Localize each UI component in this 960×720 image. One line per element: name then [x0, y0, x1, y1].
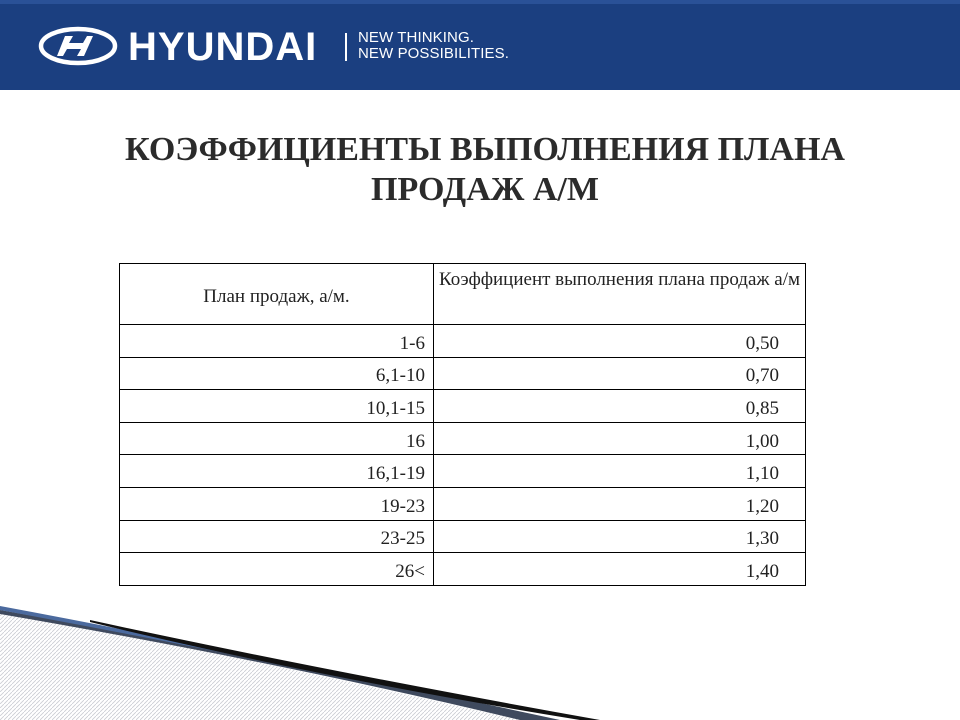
- table-row: [120, 390, 806, 423]
- coefficient-cell: 0,50: [434, 325, 806, 358]
- sales-plan-cell: 6,1-10: [120, 357, 434, 390]
- header-coefficient: Коэффициент выполнения плана продаж а/м: [434, 264, 806, 325]
- table-row: [120, 455, 806, 488]
- coefficient-cell: 1,30: [434, 520, 806, 553]
- table-row: [120, 357, 806, 390]
- sales-plan-cell: 23-25: [120, 520, 434, 553]
- table-row: [120, 325, 806, 358]
- sales-plan-cell: 16,1-19: [120, 455, 434, 488]
- brand-tagline: [358, 30, 509, 62]
- table-row: [120, 553, 806, 586]
- tagline-line-1: NEW THINKING.: [358, 29, 475, 46]
- coefficient-cell: 1,10: [434, 455, 806, 488]
- coefficient-cell: 1,40: [434, 553, 806, 586]
- sales-plan-cell: 16: [120, 422, 434, 455]
- tagline-line-2: NEW POSSIBILITIES.: [358, 45, 510, 62]
- slide-title: [60, 130, 910, 210]
- header-bar: [0, 0, 960, 90]
- coefficients-table: [119, 263, 806, 586]
- table-header-row: [120, 264, 806, 325]
- decorative-swoosh: [0, 600, 960, 720]
- logo-wordmark: HYUNDAI: [128, 25, 318, 68]
- sales-plan-cell: 1-6: [120, 325, 434, 358]
- hyundai-emblem-icon: [38, 26, 118, 66]
- coefficient-cell: 1,20: [434, 487, 806, 520]
- logo-divider: [345, 33, 347, 61]
- table-row: [120, 520, 806, 553]
- table-row: [120, 487, 806, 520]
- header-edge: [0, 0, 960, 4]
- sales-plan-cell: 26<: [120, 553, 434, 586]
- coefficient-cell: 1,00: [434, 422, 806, 455]
- slide-title-line-2: ПРОДАЖ А/М: [371, 171, 599, 208]
- table-row: [120, 422, 806, 455]
- slide-title-line-1: КОЭФФИЦИЕНТЫ ВЫПОЛНЕНИЯ ПЛАНА: [125, 131, 845, 168]
- hyundai-logo: [128, 24, 338, 68]
- sales-plan-cell: 10,1-15: [120, 390, 434, 423]
- header-sales-plan: План продаж, а/м.: [120, 264, 434, 325]
- sales-plan-cell: 19-23: [120, 487, 434, 520]
- coefficient-cell: 0,70: [434, 357, 806, 390]
- coefficient-cell: 0,85: [434, 390, 806, 423]
